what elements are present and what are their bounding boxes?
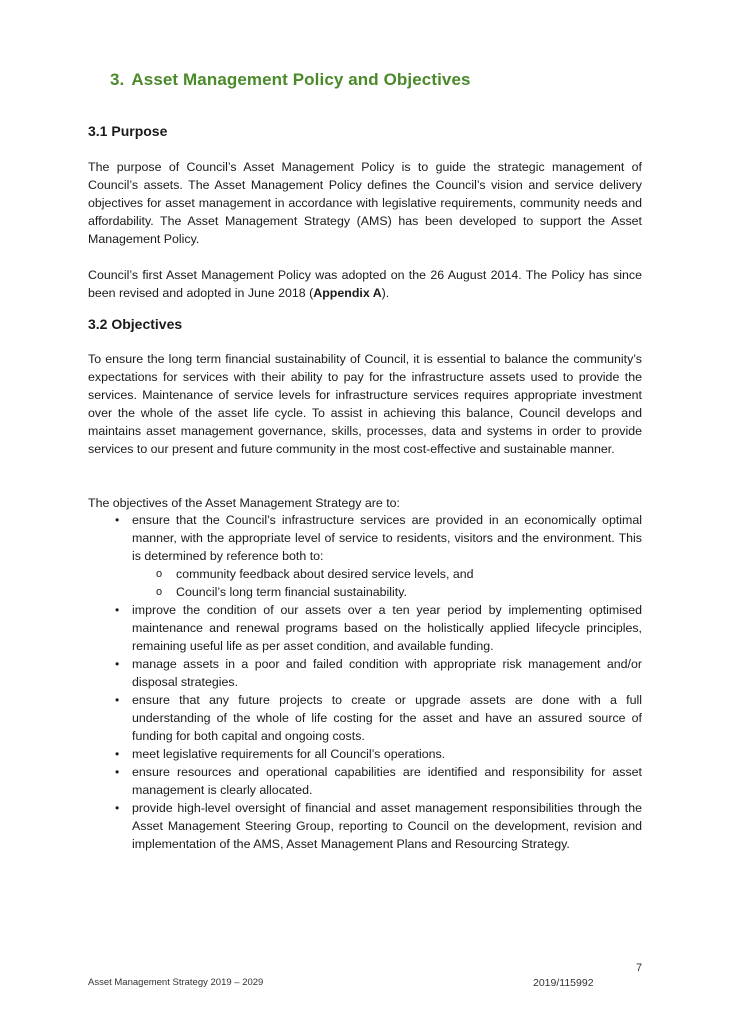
list-item-text: provide high-level oversight of financial and asset management responsibilities through the Asset Management Steering Group, reporting to Council on the development, revision and implementation of the AMS, Asset Management Plans and Resourcing Strategy. — [132, 801, 642, 851]
footer-document-title: Asset Management Strategy 2019 – 2029 — [88, 977, 264, 988]
page-number: 7 — [636, 962, 643, 974]
list-item — [88, 511, 642, 601]
objectives-heading: 3.2 Objectives — [88, 316, 183, 332]
objectives-paragraph: To ensure the long term financial sustainability of Council, it is essential to balance the community’s expectations for services with their ability to pay for the infrastructure assets used to provide the services. Maintenance of service levels for infrastructure services requires appropriate investment over the whole of the asset life cycle. To assist in achieving this balance, Council develops and maintains asset management governance, skills, processes, data and systems in order to provide services to our present and future community in the most cost-effective and sustainable manner. — [88, 352, 642, 456]
list-item — [88, 655, 642, 691]
list-item-text: meet legislative requirements for all Council’s operations. — [132, 747, 446, 761]
appendix-reference: Appendix A — [313, 286, 382, 300]
purpose-heading: 3.1 Purpose — [88, 123, 168, 139]
section-heading — [110, 70, 471, 90]
list-item — [88, 745, 642, 763]
bullet-icon: • — [115, 765, 120, 779]
bullet-icon: • — [115, 603, 120, 617]
list-item — [88, 763, 642, 799]
list-item — [88, 601, 642, 655]
circle-bullet-icon: o — [156, 586, 163, 598]
section-number: 3. — [110, 70, 125, 89]
sub-list-item-text: Council’s long term financial sustainability. — [176, 585, 407, 599]
sub-list-item — [132, 583, 642, 601]
sub-list — [132, 565, 642, 601]
objectives-intro: The objectives of the Asset Management Strategy are to: — [88, 496, 401, 510]
list-item-text: improve the condition of our assets over a ten year period by implementing optimised maintenance and renewal programs based on the holistically applied lifecycle principles, remaining useful life as per asset condition, and available funding. — [132, 603, 642, 653]
bullet-icon: • — [115, 657, 120, 671]
bullet-icon: • — [115, 513, 120, 527]
bullet-icon: • — [115, 693, 120, 707]
list-item — [88, 691, 642, 745]
sub-list-item-text: community feedback about desired service levels, and — [176, 567, 474, 581]
bullet-icon: • — [115, 801, 120, 815]
list-item-text: ensure resources and operational capabilities are identified and responsibility for asset management is clearly allocated. — [132, 765, 642, 797]
purpose-paragraph-2-end: ). — [381, 286, 390, 300]
list-item-text: ensure that the Council’s infrastructure services are provided in an economically optimal manner, with the appropriate level of service to residents, visitors and the environment. This is determined by reference both to: — [132, 513, 642, 563]
circle-bullet-icon: o — [156, 568, 163, 580]
list-item — [88, 799, 642, 853]
purpose-paragraph-2 — [88, 266, 642, 302]
purpose-paragraph-1: The purpose of Council’s Asset Management Policy is to guide the strategic management of Council’s assets. The Asset Management Policy defines the Council’s vision and service delivery objectives for asset management in accordance with legislative requirements, community needs and affordability. The Asset Management Strategy (AMS) has been developed to support the Asset Management Policy. — [88, 160, 642, 246]
footer-reference: 2019/115992 — [533, 977, 594, 989]
bullet-icon: • — [115, 747, 120, 761]
objectives-list — [88, 511, 642, 853]
purpose-paragraph-2-text: Council’s first Asset Management Policy was adopted on the 26 August 2014. The Policy has since been revised and adopted in June 2018 ( — [88, 268, 642, 300]
list-item-text: ensure that any future projects to create or upgrade assets are done with a full understanding of the whole of life costing for the asset and have an assured source of funding for both capital and ongoing costs. — [132, 693, 642, 743]
section-title: Asset Management Policy and Objectives — [131, 70, 471, 89]
sub-list-item — [132, 565, 642, 583]
list-item-text: manage assets in a poor and failed condition with appropriate risk management and/or disposal strategies. — [132, 657, 642, 689]
